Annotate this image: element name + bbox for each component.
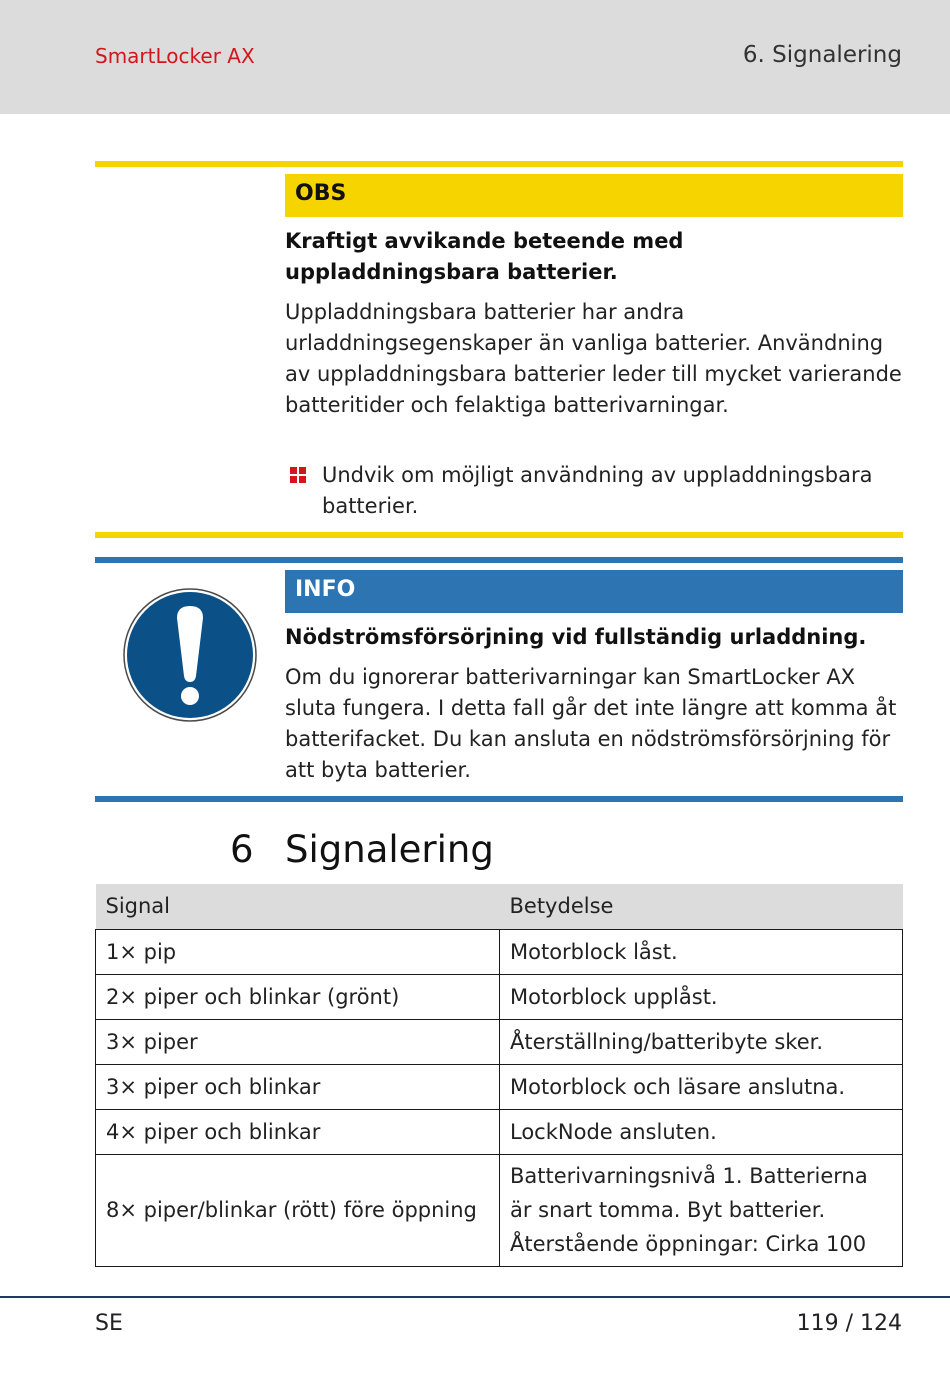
info-heading: Nödströmsförsörjning vid fullständig urladdning. [285, 625, 867, 649]
signal-cell: 3× piper och blinkar [96, 1064, 500, 1109]
obs-body: Uppladdningsbara batterier har andra urladdningsegenskaper än vanliga batterier. Användning av uppladdningsbara batterier leder till mycket varierande batteritider och felaktiga batterivarningar. [285, 300, 902, 417]
meaning-cell: Motorblock upplåst. [500, 974, 903, 1019]
table-row [96, 1154, 903, 1266]
info-bottom-rule [95, 796, 903, 802]
footer-page-number: 119 / 124 [796, 1311, 902, 1336]
obs-heading: Kraftigt avvikande beteende med uppladdningsbara batterier. [285, 229, 684, 284]
signal-cell: 3× piper [96, 1019, 500, 1064]
page-header [0, 0, 950, 114]
table-row [96, 929, 903, 974]
table-header-signal: Signal [96, 884, 500, 929]
obs-bottom-rule [95, 532, 903, 538]
signal-cell: 2× piper och blinkar (grönt) [96, 974, 500, 1019]
signal-cell: 1× pip [96, 929, 500, 974]
red-square-bullet-icon [290, 467, 306, 483]
signal-table [95, 884, 903, 1267]
footer-rule [0, 1296, 950, 1298]
table-row [96, 1019, 903, 1064]
table-row [96, 974, 903, 1019]
signal-cell: 8× piper/blinkar (rött) före öppning [96, 1154, 500, 1266]
table-row [96, 1109, 903, 1154]
obs-bullet-text: Undvik om möjligt användning av uppladdningsbara batterier. [322, 463, 873, 518]
exclamation-circle-icon [123, 588, 257, 722]
obs-top-rule [95, 161, 903, 167]
obs-bullet-item [285, 460, 903, 522]
info-body: Om du ignorerar batterivarningar kan SmartLocker AX sluta fungera. I detta fall går det inte längre att komma åt batterifacket. Du kan ansluta en nödströmsförsörjning för att byta batterier. [285, 665, 897, 782]
meaning-cell: LockNode ansluten. [500, 1109, 903, 1154]
section-title: Signalering [285, 828, 494, 871]
meaning-cell: Batterivarningsnivå 1. Batterierna är snart tomma. Byt batterier. Återstående öppningar: Cirka 100 [500, 1154, 903, 1266]
meaning-cell: Motorblock och läsare anslutna. [500, 1064, 903, 1109]
table-row [96, 1064, 903, 1109]
table-header-row [96, 884, 903, 929]
info-top-rule [95, 557, 903, 563]
obs-label: OBS [285, 174, 903, 217]
info-label: INFO [285, 570, 903, 613]
table-header-meaning: Betydelse [500, 884, 903, 929]
footer-language: SE [95, 1311, 123, 1336]
meaning-cell: Motorblock låst. [500, 929, 903, 974]
header-brand: SmartLocker AX [95, 44, 255, 68]
section-number: 6 [230, 828, 254, 871]
meaning-cell: Återställning/batteribyte sker. [500, 1019, 903, 1064]
signal-cell: 4× piper och blinkar [96, 1109, 500, 1154]
header-section-title: 6. Signalering [742, 42, 902, 68]
